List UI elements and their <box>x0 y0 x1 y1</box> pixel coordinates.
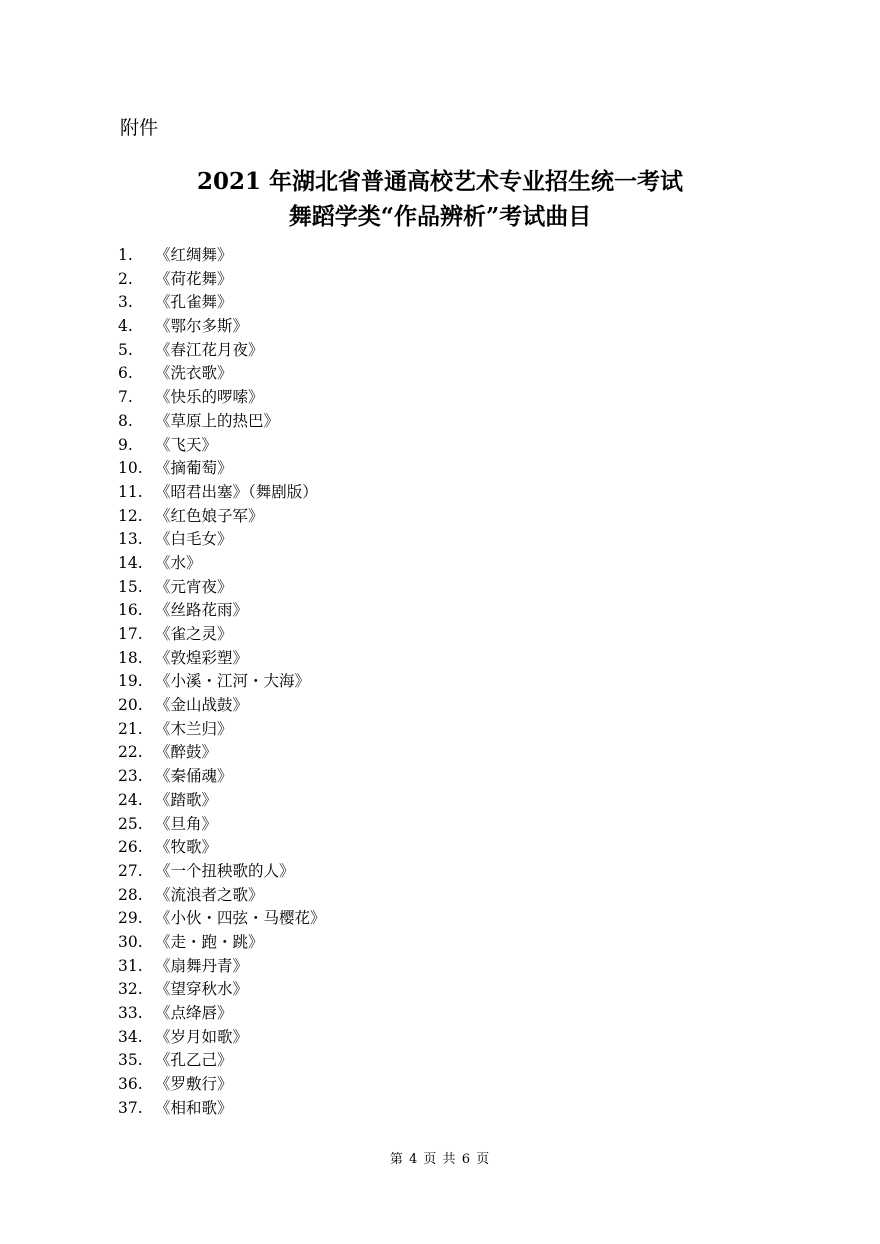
list-item-title: 《敦煌彩塑》 <box>155 648 249 667</box>
list-item <box>118 789 326 813</box>
list-item-title: 《春江花月夜》 <box>155 340 264 359</box>
list-item-number: 28. <box>118 885 143 904</box>
list-item <box>118 362 326 386</box>
list-item-title: 《丝路花雨》 <box>155 601 249 620</box>
list-item-number: 35. <box>118 1051 143 1070</box>
list-item-title: 《荷花舞》 <box>155 269 233 288</box>
list-item <box>118 765 326 789</box>
list-item-number: 1. <box>118 246 133 264</box>
list-item-title: 《孔雀舞》 <box>155 293 233 312</box>
list-item-title: 《昭君出塞》（舞剧版） <box>155 482 318 501</box>
list-item-number: 15. <box>118 577 143 596</box>
list-item-number: 22. <box>118 743 143 762</box>
list-item-title: 《踏歌》 <box>155 790 218 809</box>
list-item <box>118 694 326 718</box>
list-item-number: 25. <box>118 814 143 833</box>
list-item <box>118 528 326 552</box>
list-item-title: 《红绸舞》 <box>155 246 233 264</box>
list-item <box>118 1002 326 1026</box>
list-item-number: 3. <box>118 293 133 312</box>
list-item-number: 13. <box>118 530 143 549</box>
list-item-number: 11. <box>118 482 143 501</box>
list-item <box>118 599 326 623</box>
list-item-number: 18. <box>118 648 143 667</box>
list-item-title: 《流浪者之歌》 <box>155 885 264 904</box>
list-item <box>118 339 326 363</box>
list-item-title: 《金山战鼓》 <box>155 696 249 715</box>
document-title-line-2: 舞蹈学类“作品辨析”考试曲目 <box>288 203 592 230</box>
list-item-title: 《罗敷行》 <box>155 1075 233 1094</box>
list-item-title: 《洗衣歌》 <box>155 364 233 383</box>
list-item <box>118 860 326 884</box>
list-item-number: 23. <box>118 767 143 786</box>
list-item-title: 《小溪・江河・大海》 <box>155 672 311 691</box>
list-item-number: 19. <box>118 672 143 691</box>
list-item-number: 34. <box>118 1027 143 1046</box>
list-item-title: 《走・跑・跳》 <box>155 932 264 951</box>
list-item-number: 8. <box>118 411 133 430</box>
list-item-title: 《孔乙己》 <box>155 1051 233 1070</box>
list-item-number: 2. <box>118 269 133 288</box>
list-item-title: 《望穿秋水》 <box>155 980 249 999</box>
list-item <box>118 1049 326 1073</box>
document-title-line-1: 2021 年湖北省普通高校艺术专业招生统一考试 <box>196 168 684 195</box>
list-item <box>118 813 326 837</box>
list-item-title: 《白毛女》 <box>155 530 233 549</box>
list-item-title: 《相和歌》 <box>155 1098 233 1117</box>
list-item-number: 12. <box>118 506 143 525</box>
list-item-title: 《雀之灵》 <box>155 625 233 643</box>
list-item <box>118 291 326 315</box>
list-item-title: 《小伙・四弦・马樱花》 <box>155 909 326 928</box>
list-item-title: 《水》 <box>155 553 202 572</box>
list-item <box>118 315 326 339</box>
list-item <box>118 1097 326 1121</box>
list-item-title: 《旦角》 <box>155 814 218 833</box>
list-item-number: 26. <box>118 838 143 857</box>
attachment-label: 附件 <box>120 117 159 139</box>
list-item-number: 10. <box>118 459 143 478</box>
list-item <box>118 434 326 458</box>
list-item <box>118 1026 326 1050</box>
list-item-title: 《元宵夜》 <box>155 577 233 596</box>
list-item-number: 21. <box>118 719 143 738</box>
list-item-number: 5. <box>118 340 133 359</box>
list-item-number: 30. <box>118 932 143 951</box>
list-item-title: 《飞天》 <box>155 435 218 454</box>
list-item <box>118 410 326 434</box>
list-item-title: 《醉鼓》 <box>155 743 218 762</box>
page-footer: 第 4 页 共 6 页 <box>389 1152 491 1167</box>
list-item-number: 6. <box>118 364 133 383</box>
list-item-title: 《扇舞丹青》 <box>155 956 249 975</box>
list-item <box>118 1073 326 1097</box>
list-item <box>118 623 326 647</box>
list-item-title: 《鄂尔多斯》 <box>155 317 249 336</box>
song-list <box>118 244 326 1120</box>
list-item-number: 4. <box>118 317 133 336</box>
list-item-number: 31. <box>118 956 143 975</box>
list-item <box>118 647 326 671</box>
list-item <box>118 907 326 931</box>
list-item <box>118 670 326 694</box>
list-item-number: 9. <box>118 435 133 454</box>
list-item-title: 《秦俑魂》 <box>155 767 233 786</box>
list-item-number: 16. <box>118 601 143 620</box>
list-item <box>118 552 326 576</box>
list-item <box>118 978 326 1002</box>
list-item <box>118 576 326 600</box>
list-item-title: 《一个扭秧歌的人》 <box>155 861 295 880</box>
list-item-number: 37. <box>118 1098 143 1117</box>
list-item-number: 24. <box>118 790 143 809</box>
list-item-title: 《木兰归》 <box>155 719 233 738</box>
list-item-number: 7. <box>118 388 133 407</box>
list-item <box>118 457 326 481</box>
list-item <box>118 836 326 860</box>
list-item <box>118 268 326 292</box>
list-item <box>118 244 326 268</box>
list-item-number: 27. <box>118 861 143 880</box>
list-item-title: 《牧歌》 <box>155 838 218 857</box>
list-item <box>118 481 326 505</box>
list-item <box>118 718 326 742</box>
list-item-title: 《红色娘子军》 <box>155 506 264 525</box>
list-item-number: 20. <box>118 696 143 715</box>
list-item-number: 32. <box>118 980 143 999</box>
list-item-title: 《草原上的热巴》 <box>155 411 280 430</box>
list-item <box>118 884 326 908</box>
list-item <box>118 741 326 765</box>
list-item-title: 《点绛唇》 <box>155 1004 233 1022</box>
list-item-number: 14. <box>118 553 143 572</box>
list-item-number: 29. <box>118 909 143 928</box>
list-item-title: 《摘葡萄》 <box>155 459 233 478</box>
list-item <box>118 505 326 529</box>
list-item-number: 17. <box>118 625 143 643</box>
list-item-title: 《快乐的啰嗦》 <box>155 388 264 407</box>
list-item-title: 《岁月如歌》 <box>155 1027 249 1046</box>
list-item-number: 33. <box>118 1004 143 1022</box>
list-item <box>118 386 326 410</box>
list-item <box>118 955 326 979</box>
list-item <box>118 931 326 955</box>
list-item-number: 36. <box>118 1075 143 1094</box>
